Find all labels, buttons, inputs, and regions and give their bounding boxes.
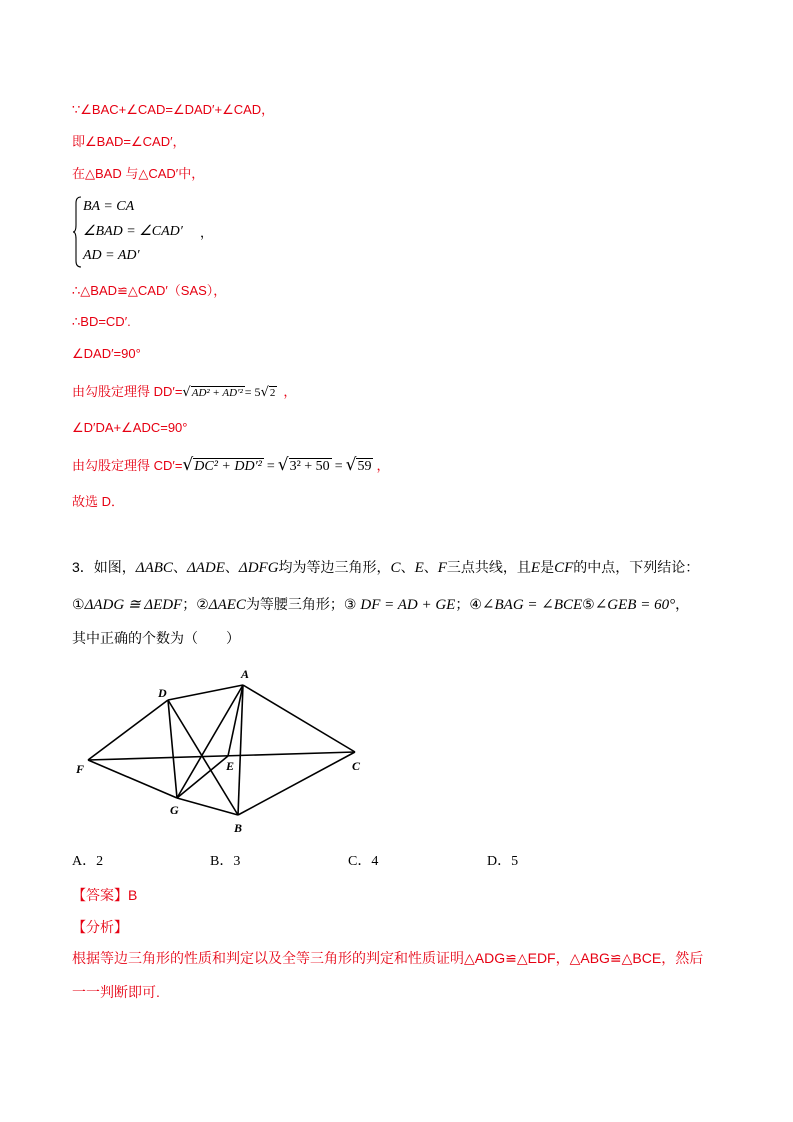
solution-line-7 [72, 383, 296, 402]
q2-seg: ；④ [455, 596, 482, 612]
segment-cb [238, 752, 355, 815]
segment-ac [243, 685, 355, 752]
solution-line-4: ∴△BAD≌△CAD′（SAS）， [72, 283, 227, 298]
solution-line-10: 故选 D． [72, 494, 125, 509]
q2-math: ∠GEB = 60° [594, 597, 676, 613]
q1-math: E [414, 560, 424, 576]
answer: 【答案】B [72, 887, 138, 903]
q1-seg: 、 [224, 559, 239, 575]
q1-math: ΔDFG [238, 560, 279, 576]
q2-seg: ① [72, 596, 85, 612]
analysis-line-2: 一一判断即可. [72, 984, 160, 1000]
option-d: D．5 [487, 854, 519, 869]
option-b: B．3 [210, 854, 241, 869]
solution-line-2: 即∠BAD=∠CAD′， [72, 134, 186, 149]
label-e: E [226, 759, 235, 773]
analysis-label: 【分析】 [72, 919, 128, 935]
q1-math: C [390, 560, 401, 576]
equation-system [72, 195, 292, 269]
segment-fd [88, 700, 168, 760]
q2-seg: ， [675, 596, 690, 612]
segment-eg [177, 756, 228, 798]
sqrt-icon: √ [277, 455, 289, 475]
line9-prefix: 由勾股定理得 CD′= [72, 458, 183, 473]
sqrt-two [261, 383, 278, 402]
sqrt-icon: √ [260, 385, 269, 400]
segment-dg [168, 700, 177, 798]
q1-seg: 三点共线，且 [446, 559, 531, 575]
q2-math: ∠BAG = ∠BCE [481, 597, 583, 613]
segment-gf [88, 760, 177, 798]
line9-radicand-3: 59 [357, 459, 372, 474]
q1-seg: 、 [172, 559, 187, 575]
q2-math: ΔADG ≅ ΔEDF [84, 597, 183, 613]
left-brace-icon [72, 195, 82, 269]
segment-ag [177, 685, 243, 798]
label-c: C [352, 759, 361, 773]
segment-da [168, 685, 243, 700]
system-row-2: ∠BAD = ∠CAD′ [83, 224, 183, 239]
label-d: D [158, 686, 167, 700]
line9-suffix: ， [376, 458, 390, 473]
sqrt-59 [346, 456, 374, 476]
system-row-1: BA = CA [83, 199, 135, 214]
solution-line-6: ∠DAD′=90° [72, 346, 141, 361]
q1-math: CF [554, 560, 574, 576]
q1-seg: 均为等边三角形， [278, 559, 391, 575]
q1-seg: 是 [540, 559, 555, 575]
line9-radicand: DC² + DD′² [194, 459, 262, 474]
line9-eq-2: = [334, 459, 343, 474]
solution-line-5: ∴BD=CD′. [72, 314, 131, 329]
q1-seg: 3．如图， [72, 559, 136, 575]
q2-seg: 为等腰三角形；③ [245, 596, 361, 612]
q2-seg: ；② [182, 596, 209, 612]
q2-seg: ⑤ [582, 596, 595, 612]
geometry-figure [70, 660, 370, 840]
q1-seg: 的中点，下列结论： [573, 559, 700, 575]
q1-math: ΔADE [186, 560, 225, 576]
q1-math: ΔABC [135, 560, 173, 576]
sqrt-icon: √ [182, 385, 191, 400]
q1-seg: 、 [400, 559, 415, 575]
label-a: A [241, 667, 250, 681]
solution-line-1: ∵∠BAC+∠CAD=∠DAD′+∠CAD， [72, 102, 275, 117]
sqrt-icon: √ [182, 455, 194, 475]
option-c: C．4 [348, 854, 379, 869]
line7-suffix: ， [283, 384, 297, 399]
sqrt-sum [278, 456, 332, 476]
sqrt-cd [182, 456, 263, 476]
sqrt-icon: √ [345, 455, 357, 475]
line9-radicand-2: 3² + 50 [289, 459, 330, 474]
sqrt-dd [182, 383, 244, 402]
question-line-1 [72, 557, 699, 578]
line9-eq-1: = [266, 459, 275, 474]
segment-fc [88, 752, 355, 760]
line7-radicand: AD² + AD′² [191, 387, 243, 399]
q1-seg: 、 [423, 559, 438, 575]
option-a: A．2 [72, 854, 104, 869]
analysis-line-1: 根据等边三角形的性质和判定以及全等三角形的判定和性质证明△ADG≌△EDF，△ABG≌△BCE，然后 [72, 950, 704, 966]
solution-line-3: 在△BAD 与△CAD′中， [72, 166, 205, 181]
system-trailing-comma: ， [200, 225, 214, 240]
label-g: G [170, 803, 179, 817]
solution-line-8: ∠D′DA+∠ADC=90° [72, 420, 188, 435]
line7-rest: = 5 [244, 385, 261, 399]
system-row-3: AD = AD′ [83, 248, 140, 263]
label-b: B [234, 821, 243, 835]
q2-math: ΔAEC [208, 597, 246, 613]
solution-line-9 [72, 456, 389, 476]
label-f: F [76, 762, 85, 776]
q1-math: E [530, 560, 541, 576]
question-line-3: 其中正确的个数为（ ） [72, 630, 240, 646]
q2-math: DF = AD + GE [360, 597, 456, 613]
question-line-2 [72, 594, 689, 615]
line7-radicand-2: 2 [269, 387, 276, 399]
line7-prefix: 由勾股定理得 DD′= [72, 384, 183, 399]
q1-math: F [437, 560, 447, 576]
